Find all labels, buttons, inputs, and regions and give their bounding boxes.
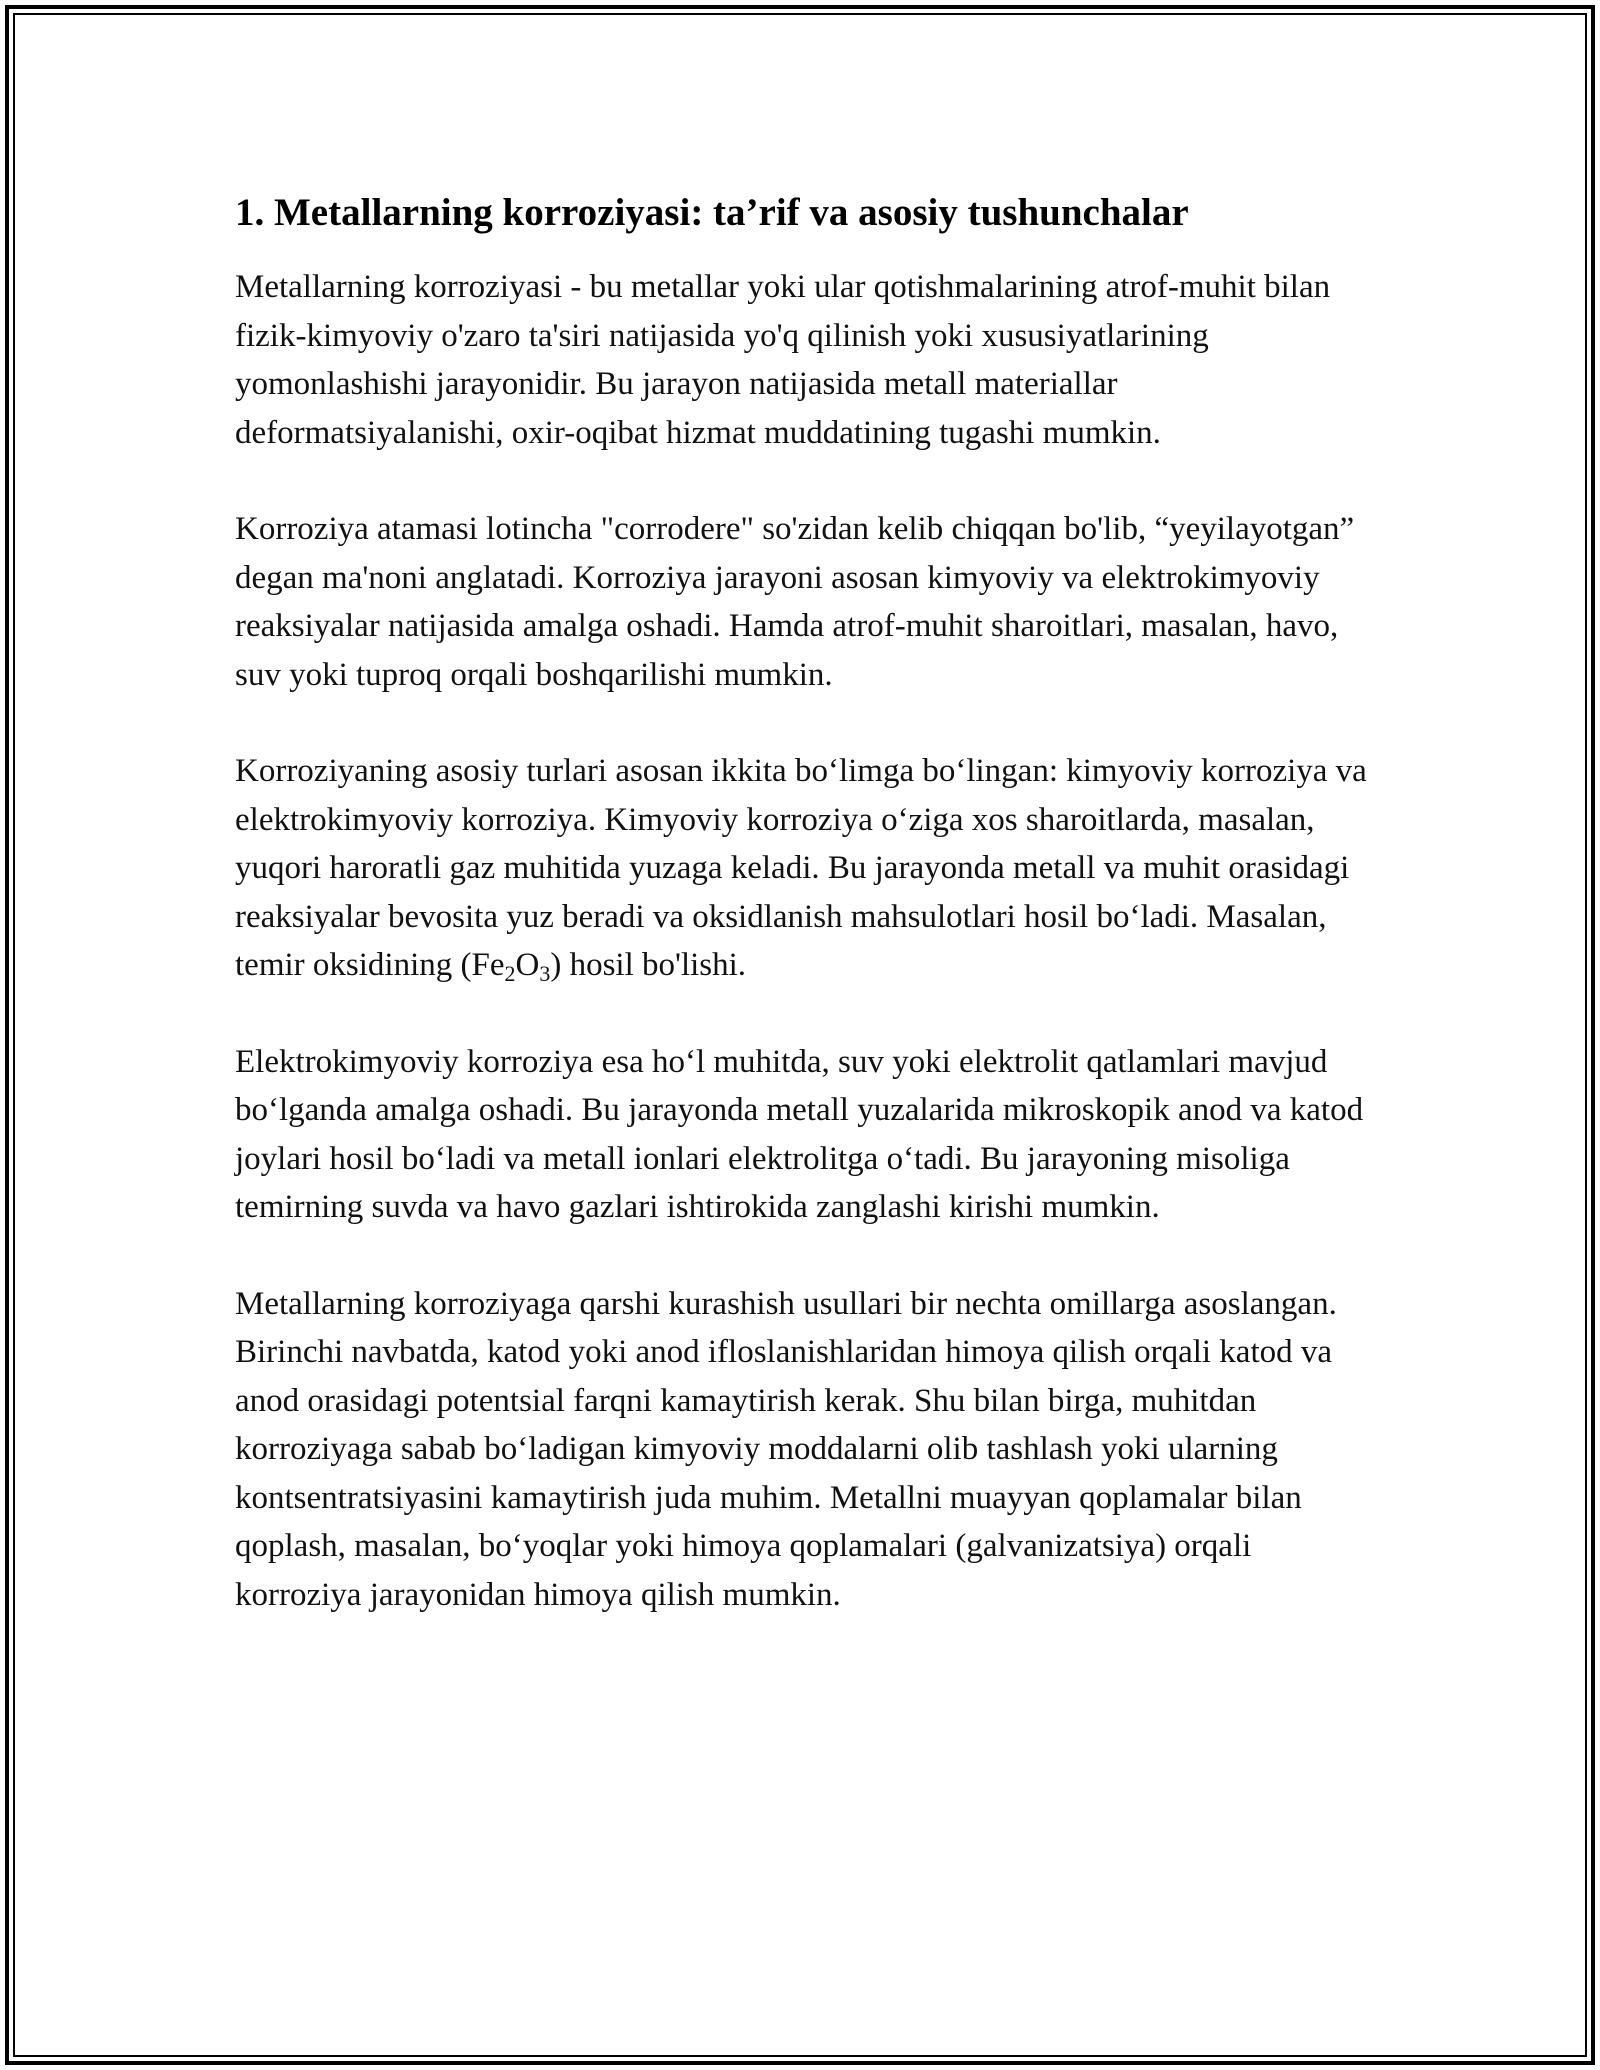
- section-heading: 1. Metallarning korroziyasi: ta’rif va asosiy tushunchalar: [235, 191, 1189, 234]
- paragraph-etymology: Korroziya atamasi lotincha "corrodere" so'zidan kelib chiqqan bo'lib, “yeyilayotgan” degan ma'noni anglatadi. Korroziya jarayoni asosan kimyoviy va elektrokimyoviy reaksiyalar natijasida amalga oshadi. Hamda atrof-muhit sharoitlari, masalan, havo, suv yoki tuproq orqali boshqarilishi mumkin.: [235, 511, 1355, 693]
- paragraph-electrochemical: Elektrokimyoviy korroziya esa ho‘l muhitda, suv yoki elektrolit qatlamlari mavjud bo‘lganda amalga oshadi. Bu jarayonda metall yuzalarida mikroskopik anod va katod joylari hosil bo‘ladi va metall ionlari elektrolitga o‘tadi. Bu jarayoning misoliga temirning suvda va havo gazlari ishtirokida zanglashi kirishi mumkin.: [235, 1043, 1364, 1225]
- paragraph-text-after-formula: ) hosil bo'lishi.: [550, 947, 747, 983]
- paragraph-definition: Metallarning korroziyasi - bu metallar yoki ular qotishmalarining atrof-muhit bilan fizik-kimyoviy o'zaro ta'siri natijasida yo'q qilinish yoki xususiyatlarining yomonlashishi jarayonidir. Bu jarayon natijasida metall materiallar deformatsiyalanishi, oxir-oqibat hizmat muddatining tugashi mumkin.: [235, 269, 1331, 451]
- paragraph-text-before-formula: Korroziyaning asosiy turlari asosan ikkita bo‘limga bo‘lingan: kimyoviy korroziya va elektrokimyoviy korroziya. Kimyoviy korroziya o‘ziga xos sharoitlarda, masalan, yuqori haroratli gaz muhitida yuzaga keladi. Bu jarayonda metall va muhit orasidagi reaksiyalar bevosita yuz beradi va oksidlanish mahsulotlari hosil bo‘ladi. Masalan, temir oksidining (Fe: [235, 753, 1367, 983]
- formula-oxygen: O: [515, 947, 540, 983]
- paragraph-protection-methods: Metallarning korroziyaga qarshi kurashish usullari bir nechta omillarga asoslangan. Birinchi navbatda, katod yoki anod ifloslanishlaridan himoya qilish orqali katod va anod orasidagi potentsial farqni kamaytirish kerak. Shu bilan birga, muhitdan korroziyaga sabab bo‘ladigan kimyoviy moddalarni olib tashlash yoki ularning kontsentratsiyasini kamaytirish juda muhim. Metallni muayyan qoplamalar bilan qoplash, masalan, bo‘yoqlar yoki himoya qoplamalari (galvanizatsiya) orqali korroziya jarayonidan himoya qilish mumkin.: [235, 1285, 1337, 1613]
- formula-subscript-2: 2: [504, 961, 516, 986]
- document-body: [235, 185, 1370, 1667]
- formula-subscript-3: 3: [539, 961, 551, 986]
- paragraph-corrosion-types: [235, 747, 1370, 990]
